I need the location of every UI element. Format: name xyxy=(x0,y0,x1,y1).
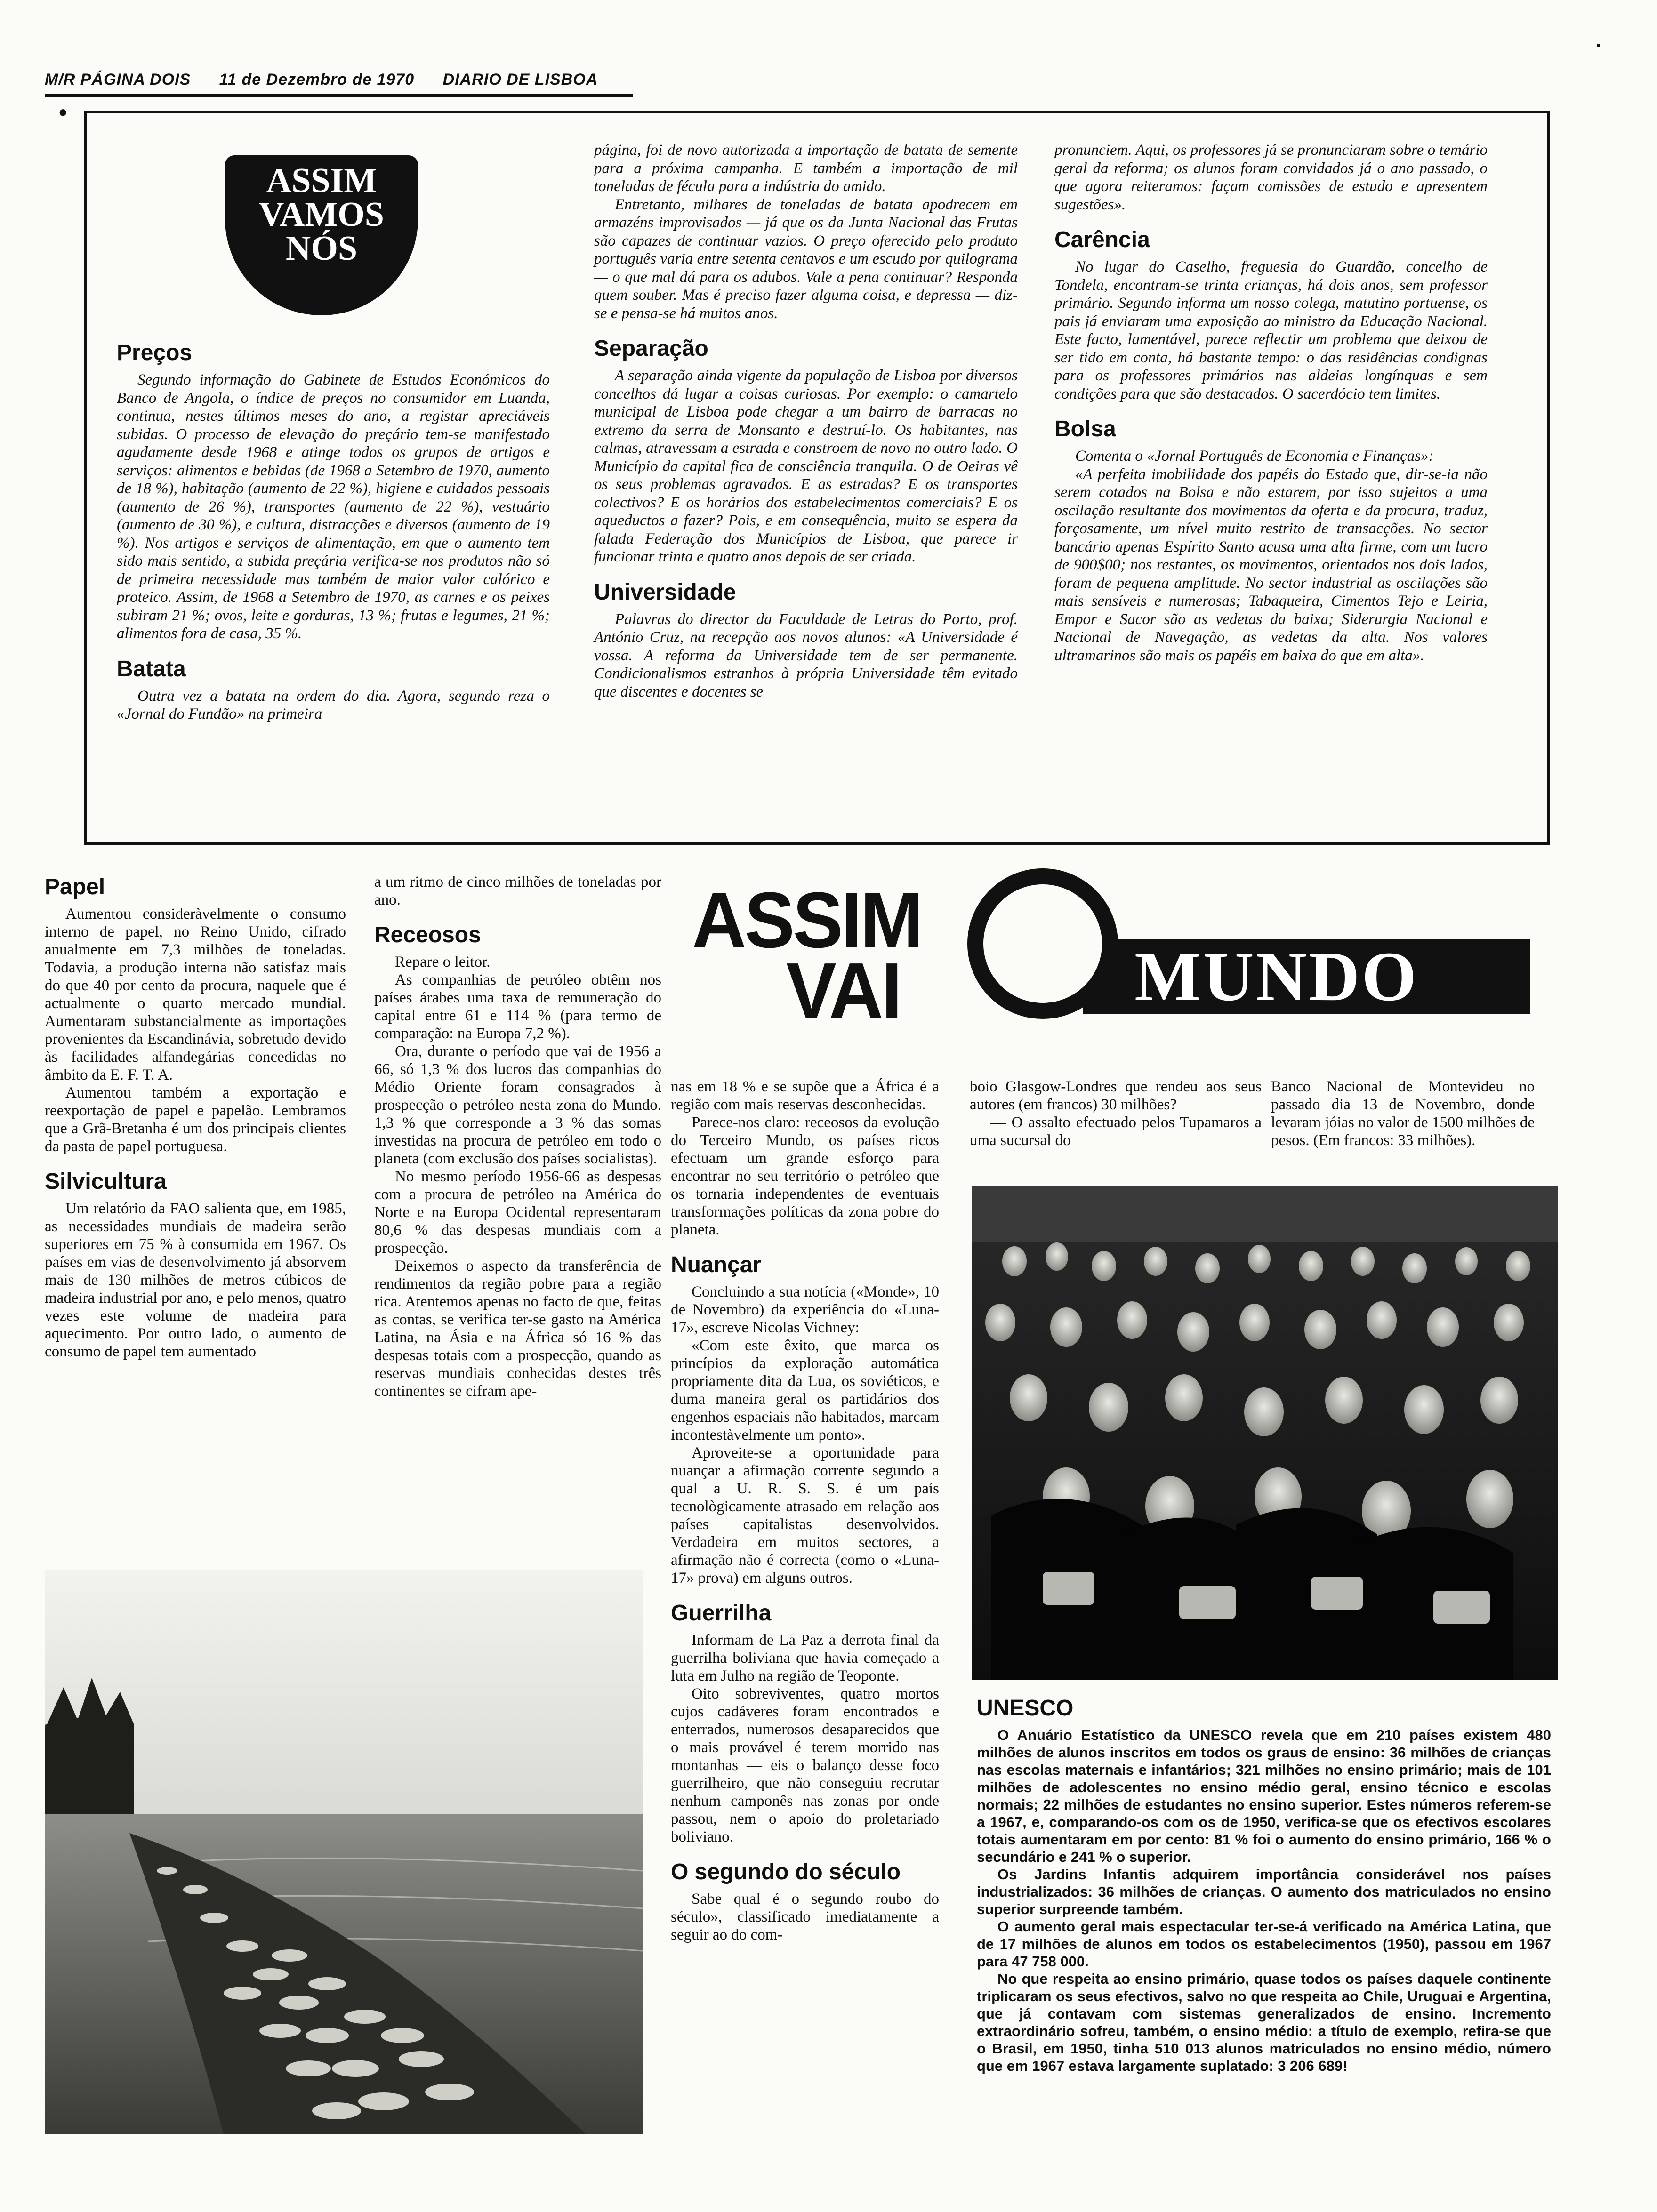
papel-text-2: Aumentou também a exportação e reexportação de papel e papelão. Lembramos que a Grã-Bretanha é um dos principais clientes da pasta de papel portuguesa. xyxy=(45,1084,346,1155)
box-column-3 xyxy=(1054,141,1488,665)
carencia-text: No lugar do Caselho, freguesia do Guardão, concelho de Tondela, encontram-se trinta crianças, há dois anos, sem professor primário. Segundo informa um nosso colega, matutino portuense, os pais já enviaram uma exposição ao ministro da Educação Nacional. Este facto, lamentável, parece reflectir um problema que deixou de ser tido em conta, há bastante tempo: o das residências condignas para os professores primários nas aldeias longínquas e sem condições para que são destacados. O sacerdócio tem limites. xyxy=(1054,258,1488,402)
timber-river-photo-art xyxy=(45,1570,643,2134)
bolsa-title: Bolsa xyxy=(1054,417,1116,441)
nuancar-text-2: «Com este êxito, que marca os princípios da exploração automática propriamente dita da Lua, os soviéticos, e duma maneira geral os partidários dos engenhos espaciais não habitados, marcam incontestàvelmente um ponto». xyxy=(671,1337,939,1443)
guerrilha-text-2: Oito sobreviventes, quatro mortos cujos cadáveres foram encontrados e enterrados, numerosos desaparecidos que o mais provável é terem morrido nas montanhas — eis o balanço desse foco guerrilheiro, que não conseguiu recrutar nenhum camponês nas zonas por onde passou, nem o apoio do proletariado boliviano. xyxy=(671,1685,939,1845)
bolsa-text: «A perfeita imobilidade dos papéis do Estado que, dir-se-ia não serem cotados na Bolsa e não estarem, por isso sujeitos a uma oscilação resultante dos movimentos da oferta e da procura, traduz, forçosamente, um nível muito restrito de transacções. No sector bancário apenas Espírito Santo acusa uma alta firme, com um lucro de 900$00; nos restantes, os movimentos, orientados nos dois lados, foram de pequena amplitude. No sector industrial as oscilações são mais sensíveis e numerosas; Tabaqueira, Cimentos Tejo e Leiria, Empor e Sacor são as vedetas da baixa; Siderurgia Nacional e Nacional de Navegação, as vedetas da alta. Nos valores ultramarinos são mais os papéis em baixa do que em alta». xyxy=(1054,465,1488,664)
logo-vai: VAI xyxy=(786,946,901,1035)
paper-name: DIARIO DE LISBOA xyxy=(442,71,598,88)
audience-photo xyxy=(972,1186,1558,1680)
separacao-text: A separação ainda vigente da população de Lisboa por diversos concelhos dá lugar a coisas curiosas. Por exemplo: o camartelo municipal de Lisboa pode chegar a um bairro de barracas no extremo da serra de Monsanto e destruí-lo. Os habitantes, nas calmas, atravessam a estrada e constroem de novo no outro lado. O Município da capital fica de consciência tranquila. O de Oeiras vê os seus problemas agravados. E as estradas? E os transportes colectivos? E os horários dos estabelecimentos comerciais? E os aqueductos a fazer? Pois, e em consequência, muito se espera da falada Federação dos Municípios de Lisboa, que parece ir funcionar trinta e quatro anos depois de ser criada. xyxy=(594,367,1018,565)
bottom-column-3 xyxy=(671,1078,939,1944)
badge-line-1: ASSIM xyxy=(266,161,377,200)
nuancar-text-3: Aproveite-se a oportunidade para nuançar a afirmação corrente segundo a qual a U. R. S. S. é um país tecnològicamente atrasado em relação aos países capitalistas desenvolvidos. Verdadeira em muitos sectores, a afirmação não é correcta (como o «Luna-17» prova) em alguns outros. xyxy=(671,1444,939,1587)
bottom-column-1 xyxy=(45,873,346,1361)
header-date: 11 de Dezembro de 1970 xyxy=(219,71,415,88)
unesco-text: O Anuário Estatístico da UNESCO revela que em 210 países existem 480 milhões de alunos inscritos em todos os graus de ensino: 36 milhões de crianças nas escolas maternais e infantários; 321 milhões no ensino primário; mais de 101 milhões de adolescentes no ensino médio geral, ensino técnico e escolas normais; 22 milhões de estudantes no ensino superior. Estes números referem-se a 1967, e, comparando-os com os de 1950, verifica-se que os efectivos escolares totais aumentaram em por cento: 81 % foi o aumento do ensino primário, 166 % o secundário e 241 % o superior. xyxy=(977,1727,1551,1865)
papel-cont: a um ritmo de cinco milhões de toneladas por ano. xyxy=(374,874,661,908)
batata-cont-1: página, foi de novo autorizada a importação de batata de semente para a próxima campanha. E também a importação de mil toneladas de fécula para a indústria do amido. xyxy=(594,142,1018,195)
papel-text: Aumentou consideràvelmente o consumo interno de papel, no Reino Unido, cifrado anualmente em 7,3 milhões de toneladas. Todavia, a produção interna não satisfaz mais do que 40 por cento da procura, naquele que é actualmente o quarto mercado mundial. Aumentaram substancialmente as importações provenientes da Escandinávia, sobretudo devido às facilidades alfandegárias concedidas no âmbito da E. F. T. A. xyxy=(45,906,346,1083)
header-rule xyxy=(45,94,633,97)
guerrilha-title: Guerrilha xyxy=(671,1601,772,1626)
papel-title: Papel xyxy=(45,874,105,899)
page-header xyxy=(45,71,621,89)
unesco-text-2: Os Jardins Infantis adquirem importância considerável nos países industrializados: 36 milhões de crianças. O aumento dos matriculados no ensino superior surpreende também. xyxy=(977,1866,1551,1917)
silvicultura-title: Silvicultura xyxy=(45,1169,167,1194)
precos-text: Segundo informação do Gabinete de Estudos Económicos do Banco de Angola, o índice de preços no consumidor em Luanda, continua, nestes últimos meses do ano, a registar apreciáveis subidas. O processo de elevação do preçário tem-se manifestado agudamente desde 1968 e atinge todos os grupos de artigos e serviços: alimentos e bebidas (de 1968 a Setembro de 1970, aumento de 18 %), habitação (aumento de 22 %), higiene e cuidados pessoais (aumento de 26 %), transportes (aumento de 22 %), vestuário (aumento de 30 %), e cultura, distracções e diversos (aumento de 19 %). Nos artigos e serviços de alimentação, em que o aumento tem sido mais sentido, a subida preçária verifica-se nos produtos não só de primeira necessidade mas também de maior valor calórico e proteico. Assim, de 1968 a Setembro de 1970, as carnes e os peixes subiram 21 %; ovos, leite e gorduras, 13 %; frutas e legumes, 21 %; alimentos fora de casa, 35 %. xyxy=(117,371,550,642)
receosos-lead: Repare o leitor. xyxy=(395,954,491,970)
receosos-text-5: Parece-nos claro: receosos da evolução do Terceiro Mundo, os países ricos efectuam um grande esforço para encontrar no seu território o petróleo que os tornaria independentes de eventuais transformações políticas da zona pobre do planeta. xyxy=(671,1114,939,1238)
margin-dot: • xyxy=(59,99,67,126)
audience-photo-art xyxy=(972,1186,1558,1680)
guerrilha-text: Informam de La Paz a derrota final da guerrilha boliviana que havia começado a luta em Julho na região de Teoponte. xyxy=(671,1632,939,1684)
receosos-text-4: Deixemos o aspecto da transferência de rendimentos da região pobre para a região rica. Atentemos apenas no facto de que, feitas as contas, se verifica ter-se gasto na América Latina, na Ásia e na África só 16 % das despesas totais com a prospecção, quando as reservas mundiais conhecidas destes três continentes se cifram ape- xyxy=(374,1258,661,1400)
box-column-2 xyxy=(594,141,1018,701)
universidade-title: Universidade xyxy=(594,579,736,605)
logo-mundo: MUNDO xyxy=(1083,939,1530,1014)
segundo-cont: boio Glasgow-Londres que rendeu aos seus autores (em francos) 30 milhões? xyxy=(970,1078,1262,1113)
precos-title: Preços xyxy=(117,340,193,365)
timber-river-photo xyxy=(45,1570,643,2134)
logo-circle-o xyxy=(967,868,1118,1019)
receosos-text-3: No mesmo período 1956-66 as despesas com a procura de petróleo na América do Norte e na Europa Ocidental representaram 80,6 % das despesas mundiais com a prospecção. xyxy=(374,1168,661,1257)
logo-assim: ASSIM xyxy=(692,875,921,964)
separacao-title: Separação xyxy=(594,336,708,361)
bottom-column-2 xyxy=(374,873,661,1400)
segundo-cont-2: — O assalto efectuado pelos Tupamaros a uma sucursal do xyxy=(970,1114,1262,1149)
segundo-text: Sabe qual é o segundo roubo do século», classificado imediatamente a seguir ao do com- xyxy=(671,1891,939,1943)
unesco-article xyxy=(977,1694,1551,2075)
bottom-column-5-top xyxy=(1271,1078,1535,1149)
batata-cont-2: Entretanto, milhares de toneladas de batata apodrecem em armazéns improvisados — já que os da Junta Nacional das Frutas são capazes de continuar vazios. O preço oferecido pelo produto português varia entre setenta centavos e um escudo por quilograma — o que mal dá para os adubos. Vale a pena continuar? Responda quem souber. Mas é preciso fazer alguma coisa, e depressa — diz-se e pensa-se há muitos anos. xyxy=(594,196,1018,322)
assim-vai-mundo-logo xyxy=(692,868,1530,1038)
receosos-cont: nas em 18 % e se supõe que a África é a região com mais reservas desconhecidas. xyxy=(671,1078,939,1113)
section-label: M/R PÁGINA DOIS xyxy=(45,71,191,88)
universidade-cont: pronunciem. Aqui, os professores já se pronunciaram sobre o temário geral da reforma; os alunos foram convidados já o ano passado, o que agora reiteramos: façam comissões de estudo e apresentem sugestões». xyxy=(1054,142,1488,213)
carencia-title: Carência xyxy=(1054,227,1150,252)
bolsa-intro: Comenta o «Jornal Português de Economia e Finanças»: xyxy=(1075,448,1434,465)
bottom-column-4-top xyxy=(970,1078,1262,1149)
box-column-1 xyxy=(117,339,550,723)
universidade-text: Palavras do director da Faculdade de Letras do Porto, prof. António Cruz, na recepção aos novos alunos: «A Universidade é vossa. A reforma da Universidade tem de ser permanente. Condicionalismos estranhos à própria Universidade têm evitado que discentes e docentes se xyxy=(594,610,1018,700)
receosos-text: As companhias de petróleo obtêm nos países árabes uma taxa de remuneração do capital entre 61 e 114 % (para termo de comparação: na Europa 7,2 %). xyxy=(374,971,661,1042)
silvicultura-text: Um relatório da FAO salienta que, em 1985, as necessidades mundiais de madeira serão superiores em 75 % à consumida em 1967. Os países em vias de desenvolvimento já absorvem mais de 130 milhões de metros cúbicos de madeira industrial por ano, e pelo menos, quatro vezes este volume de madeira para aquecimento. Por outro lado, o aumento de consumo de papel tem aumentado xyxy=(45,1200,346,1360)
nuancar-title: Nuançar xyxy=(671,1252,762,1277)
unesco-text-3: O aumento geral mais espectacular ter-se-á verificado na América Latina, que de 17 milhões de alunos em todos os estabelecimentos (1950), passou em 1967 para 47 758 000. xyxy=(977,1918,1551,1970)
margin-mark: · xyxy=(1596,35,1602,56)
badge-line-2: VAMOS xyxy=(259,195,384,234)
unesco-text-4: No que respeita ao ensino primário, quase todos os países daquele continente triplicaram os seus efectivos, salvo no que respeita ao Chile, Uruguai e Argentina, que já contavam com sistemas generalizados de ensino. Incremento extraordinário sofreu, também, o ensino médio: a título de exemplo, refira-se que o Brasil, em 1950, tinha 510 013 alunos matriculados no ensino médio, número que em 1967 estava largamente suplatado: 3 206 689! xyxy=(977,1971,1551,2074)
segundo-title: O segundo do século xyxy=(671,1859,901,1884)
nuancar-text: Concluindo a sua notícia («Monde», 10 de Novembro) da experiência do «Luna-17», escreve Nicolas Vichney: xyxy=(671,1283,939,1336)
batata-text: Outra vez a batata na ordem do dia. Agora, segundo reza o «Jornal do Fundão» na primeira xyxy=(117,687,550,722)
badge-line-3: NÓS xyxy=(285,229,358,268)
receosos-text-2: Ora, durante o período que vai de 1956 a 66, só 1,3 % dos lucros das companhias do Médio Oriente foram consagrados à prospecção o petróleo nesta zona do Mundo. 1,3 % que corresponde a 3 % das somas investidas na procura de petróleo em todo o planeta (com exclusão dos países socialistas). xyxy=(374,1043,661,1167)
unesco-title: UNESCO xyxy=(977,1696,1074,1721)
batata-title: Batata xyxy=(117,656,186,681)
segundo-cont-3: Banco Nacional de Montevideu no passado dia 13 de Novembro, donde levaram jóias no valor de 1500 milhões de pesos. (Em francos: 33 milhões). xyxy=(1271,1078,1535,1149)
receosos-title: Receosos xyxy=(374,922,481,947)
